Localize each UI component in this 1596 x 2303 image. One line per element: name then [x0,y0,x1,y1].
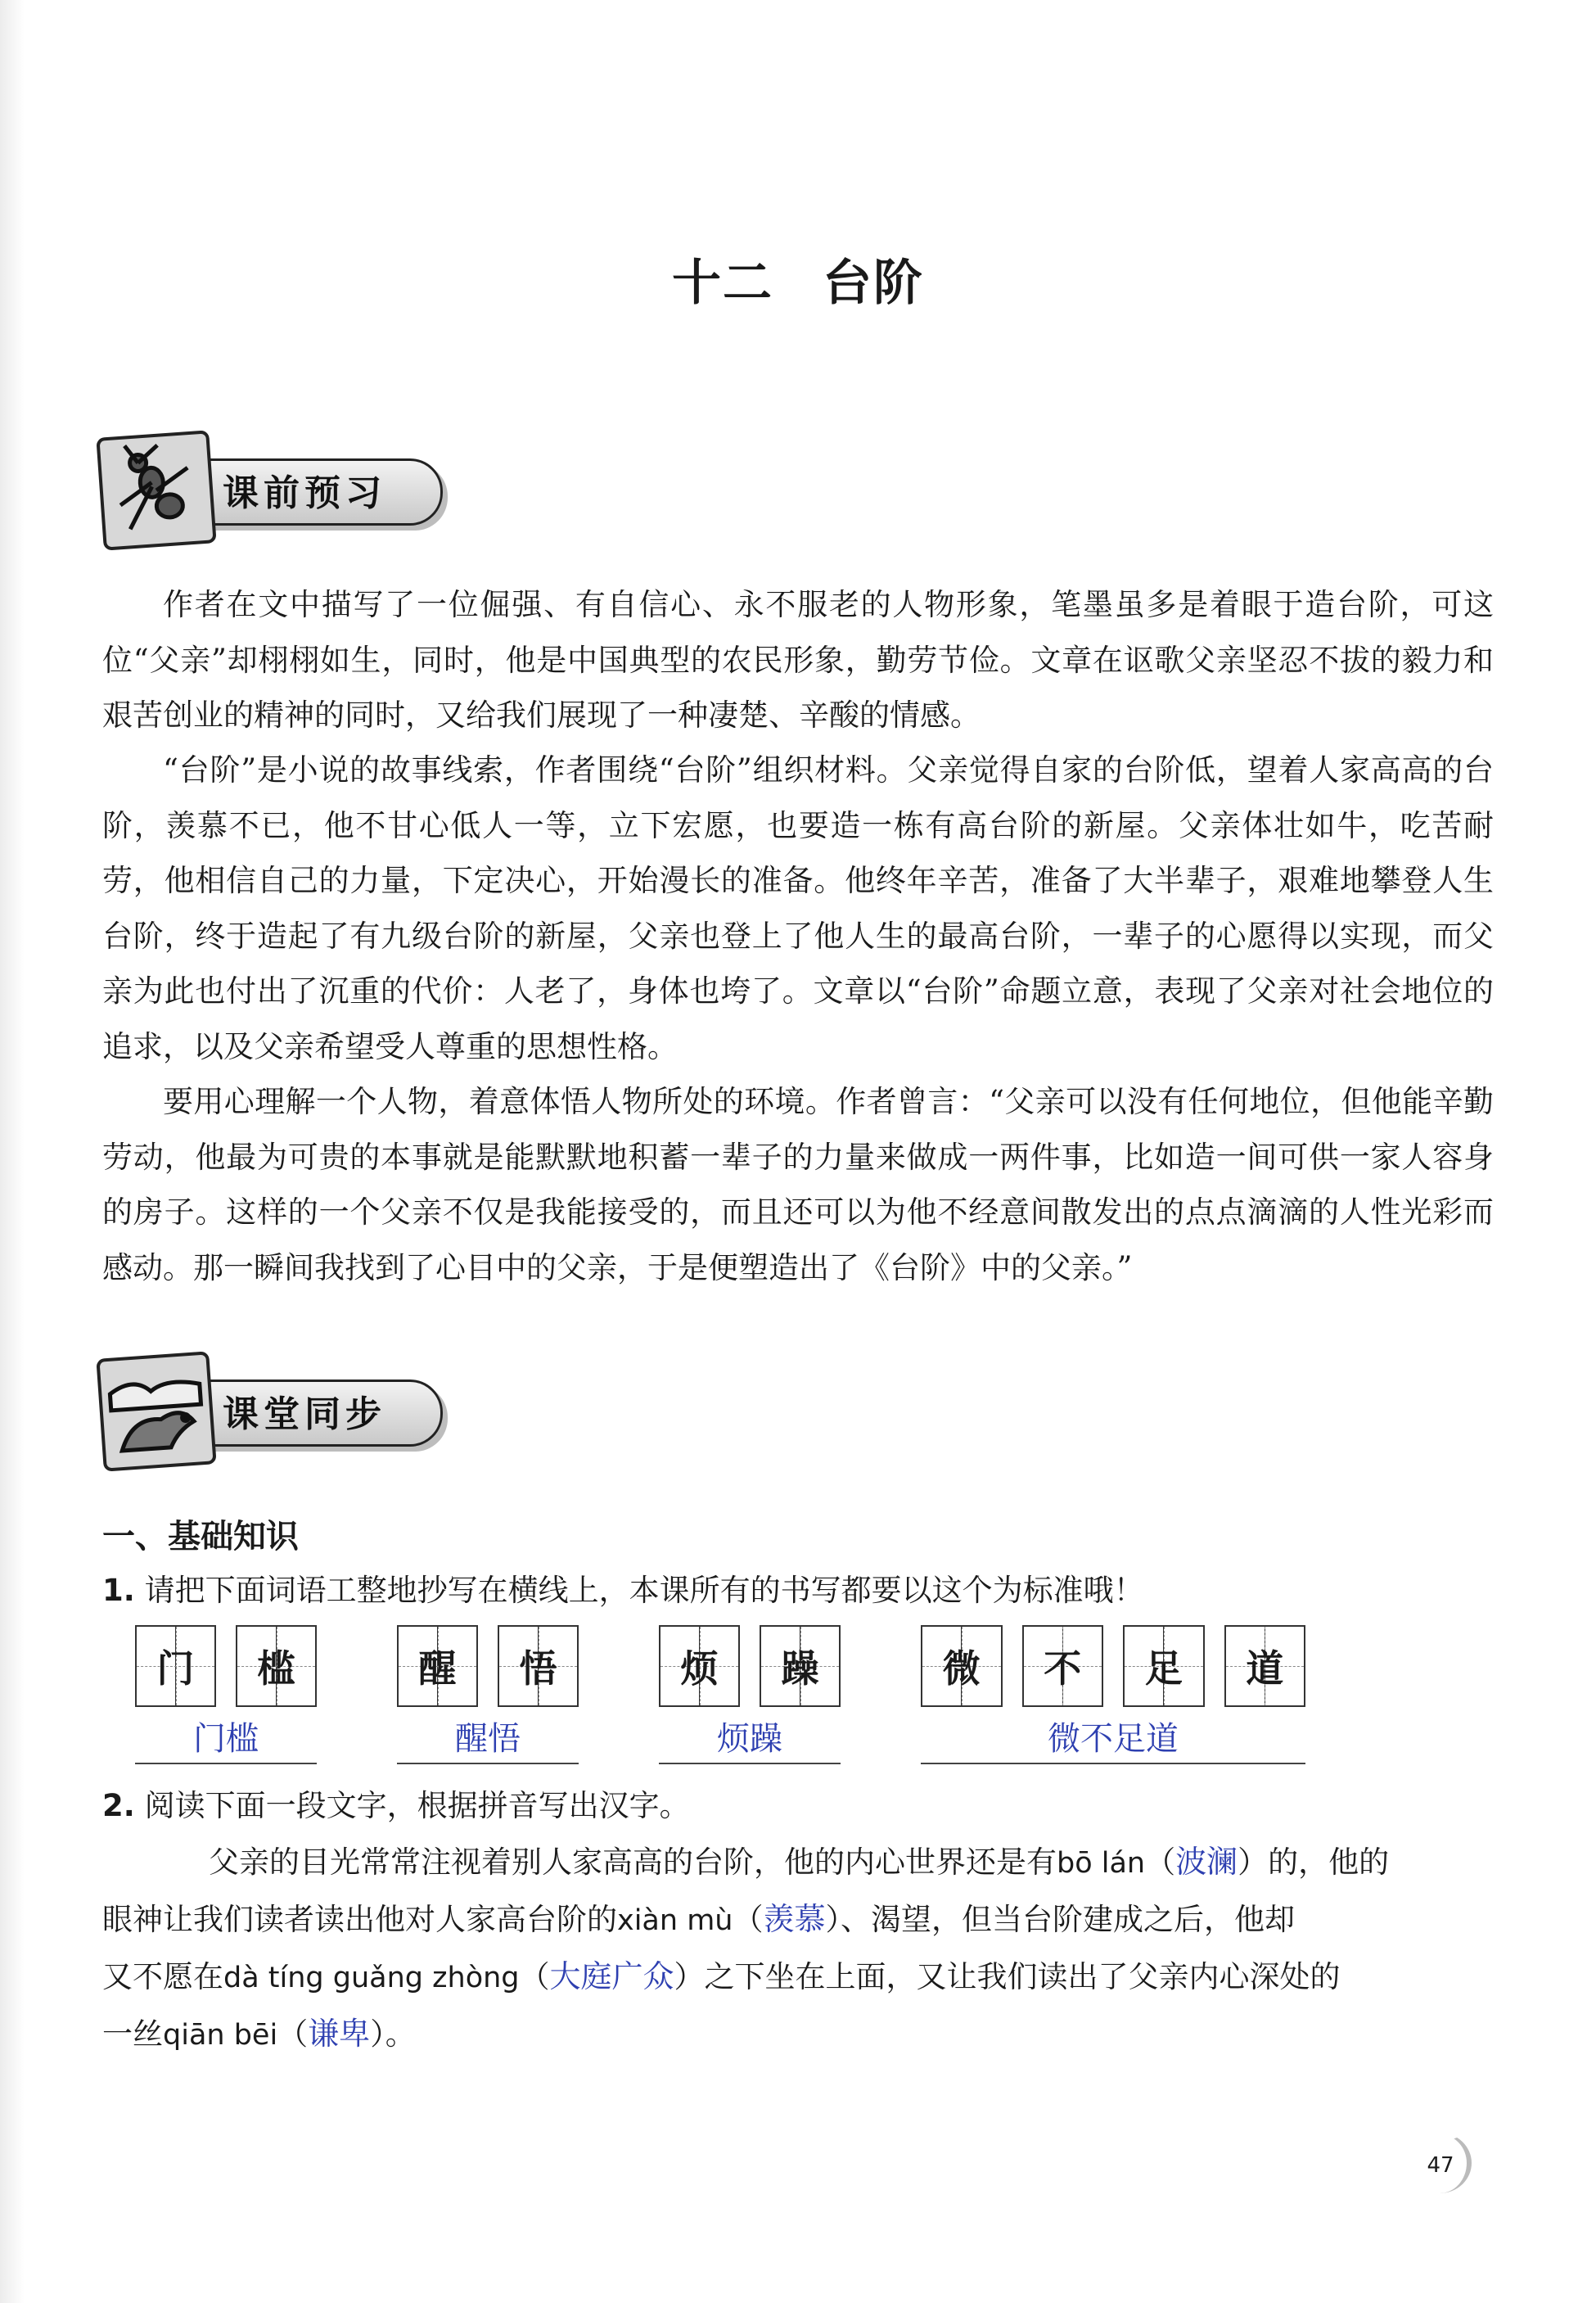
answer-line[interactable]: 门槛 [135,1715,317,1764]
dinosaur-sketch-icon [96,1351,216,1471]
tian-grid-cell: 门 [135,1625,216,1707]
pinyin: qiān bēi [163,2019,278,2052]
answer-fill[interactable]: 谦卑 [308,2016,371,2052]
tian-grid-cell: 不 [1022,1625,1104,1707]
question-2-number: 2. [102,1788,135,1823]
word-group-2 [397,1625,579,1764]
lesson-number: 十二 [672,255,773,312]
question-1-number: 1. [102,1573,135,1608]
word-group-1 [135,1625,317,1764]
pinyin: bō lán [1057,1847,1146,1880]
page-number: 47 [1408,2133,1473,2198]
section-class-label: 课堂同步 [223,1393,386,1435]
preview-paragraph-2: “台阶”是小说的故事线索，作者围绕“台阶”组织材料。父亲觉得自家的台阶低，望着人家高高的台阶，羡慕不已，他不甘心低人一等，立下宏愿，也要造一栋有高台阶的新屋。父亲体壮如牛，吃苦耐劳，他相信自己的力量，下定决心，开始漫长的准备。他终年辛苦，准备了大半辈子，艰难地攀登人生台阶，终于造起了有九级台阶的新屋，父亲也登上了他人生的最高台阶，一辈子的心愿得以实现，而父亲为此也付出了沉重的代价：人老了，身体也垮了。文章以“台阶”命题立意，表现了父亲对社会地位的追求，以及父亲希望受人尊重的思想性格。 [102,752,1494,1064]
tian-grid-cell: 躁 [760,1625,841,1707]
tian-grid-cell: 悟 [498,1625,579,1707]
section-preview-label: 课前预习 [223,472,386,514]
answer-line[interactable]: 微不足道 [921,1715,1305,1764]
word-group-4 [921,1625,1305,1764]
tian-grid-cell: 槛 [236,1625,317,1707]
question-1 [102,1565,1144,1610]
section-class-badge [100,1355,444,1470]
answer-fill[interactable]: 羡慕 [763,1901,826,1937]
pinyin: xiàn mù [617,1904,733,1937]
answer-line[interactable]: 烦躁 [659,1715,841,1764]
tian-grid-cell: 烦 [659,1625,740,1707]
lesson-title [0,244,1596,314]
lesson-name: 台阶 [823,255,924,312]
question-2-text: 阅读下面一段文字，根据拼音写出汉字。 [144,1788,690,1823]
question-2-passage: 父亲的目光常常注视着别人家高高的台阶，他的内心世界还是有bō lán（波澜）的，他的 眼神让我们读者读出他对人家高台阶的xiàn mù（羡慕）、渴望，但当台阶建成之后，他却 又不愿在dà tíng guǎng zhòng（大庭广众）之下坐在上面，又让我们读出了父亲内心深处的 一丝qiān bēi（谦卑）。 [102,1844,1390,2052]
section-preview-badge [100,434,444,549]
page-number-arc [1408,2133,1472,2193]
tian-grid-cell: 醒 [397,1625,478,1707]
preview-paragraph-1: 作者在文中描写了一位倔强、有自信心、永不服老的人物形象，笔墨虽多是着眼于造台阶，可这位“父亲”却栩栩如生，同时，他是中国典型的农民形象，勤劳节俭。文章在讴歌父亲坚忍不拔的毅力和艰苦创业的精神的同时，又给我们展现了一种凄楚、辛酸的情感。 [102,587,1494,733]
question-1-text: 请把下面词语工整地抄写在横线上，本课所有的书写都要以这个为标准哦！ [144,1573,1144,1608]
pinyin: dà tíng guǎng zhòng [223,1962,520,1994]
word-group-3 [659,1625,841,1764]
ant-sketch-icon [96,430,216,550]
answer-line[interactable]: 醒悟 [397,1715,579,1764]
answer-fill[interactable]: 大庭广众 [549,1958,674,1994]
tian-grid-cell: 足 [1123,1625,1205,1707]
page-edge-shadow [0,0,25,2303]
preview-paragraph-3: 要用心理解一个人物，着意体悟人物所处的环境。作者曾言：“父亲可以没有任何地位，但他能辛勤劳动，他最为可贵的本事就是能默默地积蓄一辈子的力量来做成一两件事，比如造一间可供一家人容身的房子。这样的一个父亲不仅是我能接受的，而且还可以为他不经意间散发出的点点滴滴的人性光彩而感动。那一瞬间我找到了心目中的父亲，于是便塑造出了《台阶》中的父亲。” [102,1084,1494,1285]
tian-grid-cell: 道 [1224,1625,1306,1707]
answer-fill[interactable]: 波澜 [1175,1844,1238,1880]
tian-grid-cell: 微 [921,1625,1003,1707]
question-2 [102,1781,690,1825]
part1-heading: 一、基础知识 [102,1518,299,1556]
